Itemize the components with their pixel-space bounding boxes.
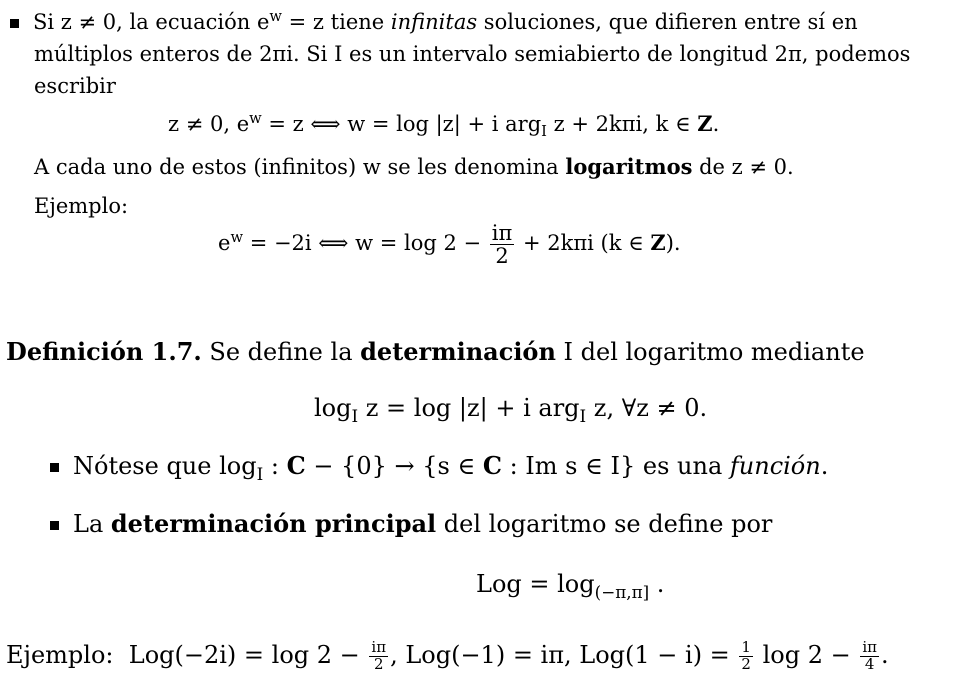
text: Se define la: [201, 338, 361, 366]
definition-heading: [6, 338, 865, 367]
bold-term: logaritmos: [565, 154, 693, 179]
eq-text: = z ⟺ w = log |z| + i arg: [261, 112, 542, 137]
fraction: [490, 222, 515, 267]
eq-text: z = log |z| + i arg: [358, 394, 580, 422]
subscript: (−π,π]: [594, 581, 650, 602]
superscript: w: [249, 110, 262, 127]
eq-text: .: [712, 112, 720, 137]
fraction-numerator: iπ: [862, 638, 878, 656]
eq-text: z, ∀z ≠ 0.: [586, 394, 708, 422]
equation-determination: [314, 394, 707, 426]
fraction-numerator: iπ: [491, 221, 513, 245]
bullet-paragraph-line-1: [10, 8, 858, 35]
paragraph-logaritmos: [34, 154, 794, 180]
fraction: [860, 640, 879, 673]
bold-term: determinación principal: [110, 509, 437, 538]
eq-text: e: [218, 231, 231, 256]
fraction-denominator: 2: [373, 654, 384, 673]
eq-text: Log = log: [476, 570, 595, 598]
definition-label: Definición 1.7.: [6, 337, 202, 366]
bullet-icon: [50, 521, 59, 530]
text: Nótese que log: [73, 452, 257, 480]
subscript: I: [256, 463, 264, 484]
text: − {0} → {s ∈: [305, 452, 483, 480]
bullet-icon: [50, 463, 59, 472]
fraction: [369, 640, 388, 673]
example-label: Ejemplo:: [6, 640, 114, 669]
fraction-denominator: 2: [741, 654, 751, 673]
text: A cada uno de estos (infinitos) w se les denomina: [34, 155, 566, 179]
fraction-denominator: 2: [495, 244, 509, 269]
text: Si z ≠ 0, la ecuación e: [33, 10, 270, 35]
example-line-2: [6, 640, 889, 673]
eq-text: + 2kπi (k ∈: [516, 231, 651, 256]
eq-text: ).: [665, 231, 681, 256]
eq-text: log: [314, 394, 352, 422]
text: : Im s ∈ I} es una: [501, 452, 730, 480]
eq-text: log 2 −: [754, 640, 859, 669]
example-label-1: Ejemplo:: [34, 194, 129, 218]
bold-term: determinación: [360, 337, 556, 366]
eq-text: , Log(−1) = iπ, Log(1 − i) =: [390, 640, 738, 669]
bold-symbol: C: [482, 451, 502, 480]
eq-text: .: [649, 570, 665, 598]
subscript: I: [541, 123, 547, 141]
eq-text: = −2i ⟺ w = log 2 −: [243, 231, 488, 256]
fraction-numerator: iπ: [371, 638, 387, 656]
bold-symbol: Z: [650, 230, 666, 256]
bullet-funcion: [50, 452, 828, 484]
superscript: w: [230, 228, 244, 246]
eq-text: Log(−2i) = log 2 −: [128, 640, 368, 669]
bold-symbol: Z: [697, 111, 713, 137]
equation-example-1: [218, 222, 681, 267]
bullet-principal: [50, 510, 772, 539]
bold-symbol: C: [286, 451, 306, 480]
text: del logaritmo se define por: [436, 510, 773, 538]
eq-text: .: [881, 640, 889, 669]
italic-text: infinitas: [390, 10, 478, 35]
text: soluciones, que difieren entre sí en: [477, 10, 858, 35]
superscript: w: [269, 8, 282, 25]
equation-principal-log: [476, 570, 664, 602]
text: de z ≠ 0.: [692, 155, 794, 179]
eq-text: z + 2kπi, k ∈: [546, 112, 698, 137]
fraction-denominator: 4: [864, 654, 875, 673]
bullet-icon: [10, 19, 19, 28]
fraction-numerator: 1: [741, 638, 751, 656]
subscript: I: [351, 405, 359, 426]
eq-text: z ≠ 0, e: [168, 112, 250, 137]
fraction: [739, 640, 753, 673]
text: .: [820, 452, 829, 480]
text: La: [73, 510, 111, 538]
paragraph-line-3: escribir: [34, 74, 116, 98]
text: I del logaritmo mediante: [555, 338, 865, 366]
paragraph-line-2: múltiplos enteros de 2πi. Si I es un intervalo semiabierto de longitud 2π, podemos: [34, 42, 911, 66]
text: :: [263, 452, 287, 480]
text: = z tiene: [281, 10, 391, 35]
italic-text: función: [729, 452, 821, 480]
equation-log-multivalued: [168, 110, 719, 141]
subscript: I: [579, 405, 587, 426]
